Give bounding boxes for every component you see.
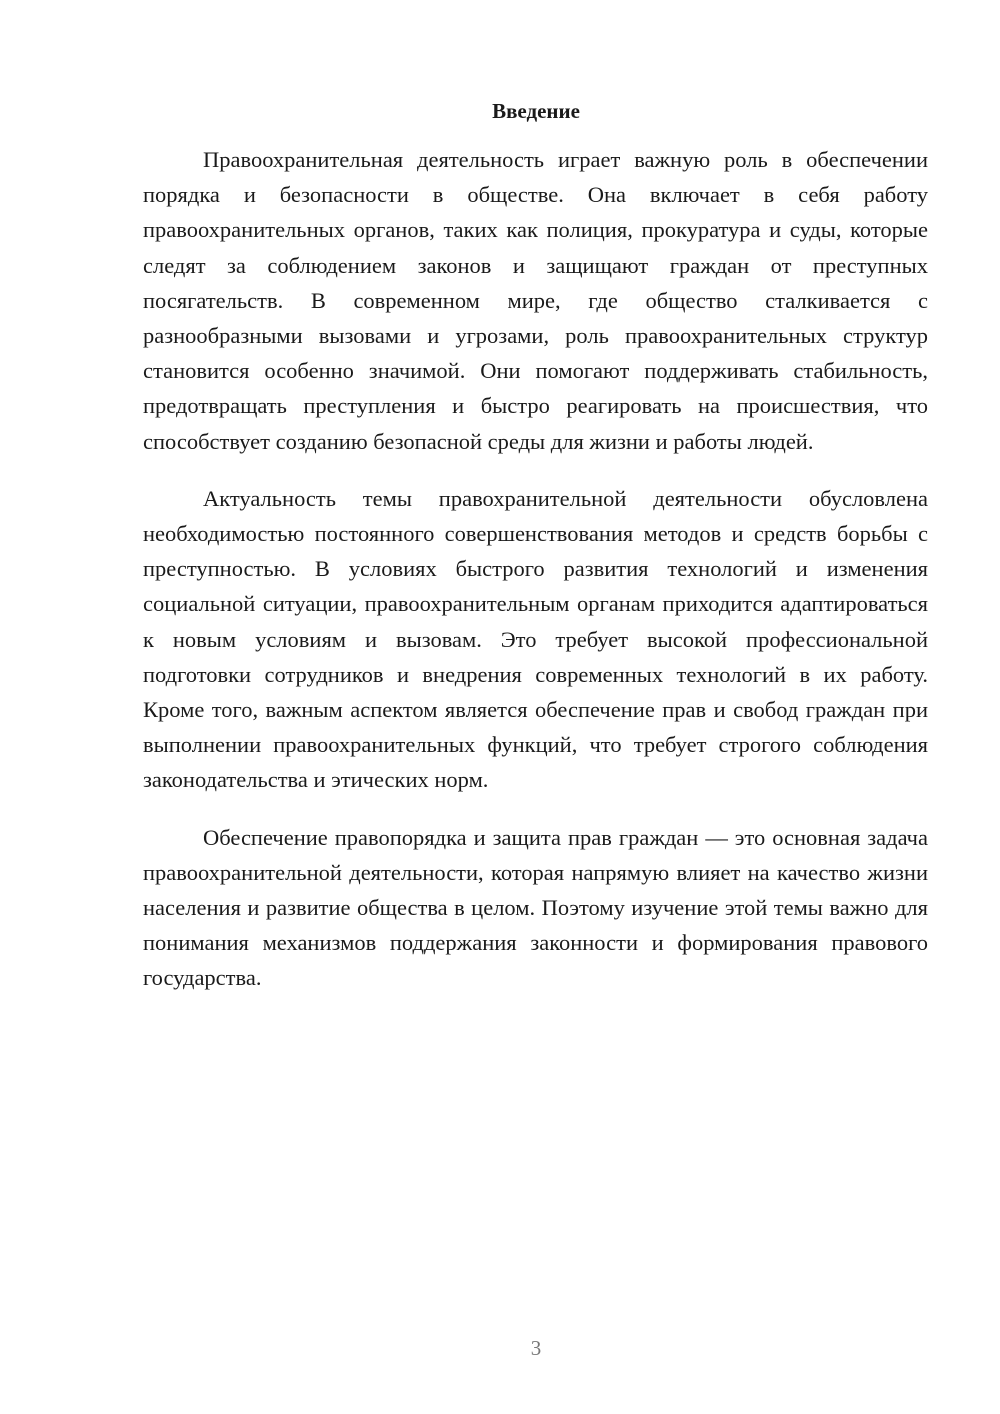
paragraph-3: Обеспечение правопорядка и защита прав граждан — это основная задача правоохранительной деятельности, которая напрямую влияет на качество жизни населения и развитие общества в целом. Поэтому изучение этой темы важно для понимания механизмов поддержания законности и формирования правового государства. bbox=[143, 824, 928, 991]
paragraph-1: Правоохранительная деятельность играет важную роль в обеспечении порядка и безопасности в обществе. Она включает в себя работу правоохранительных органов, таких как полиция, прокуратура и суды, которые следят за соблюдением законов и защищают граждан от преступных посягательств. В современном мире, где общество сталкивается с разнообразными вызовами и угрозами, роль правоохранительных структур становится особенно значимой. Они помогают поддерживать стабильность, предотвращать преступления и быстро реагировать на происшествия, что способствует созданию безопасной среды для жизни и работы людей. bbox=[143, 147, 928, 454]
page-number: 3 bbox=[530, 1336, 542, 1360]
section-heading: Введение bbox=[492, 99, 580, 123]
body-text bbox=[143, 142, 928, 1018]
paragraph-2: Актуальность темы правохранительной деятельности обусловлена необходимостью постоянного совершенствования методов и средств борьбы с преступностью. В условиях быстрого развития технологий и изменения социальной ситуации, правоохранительным органам приходится адаптироваться к новым условиям и вызовам. Это требует высокой профессиональной подготовки сотрудников и внедрения современных технологий в их работу. Кроме того, важным аспектом является обеспечение прав и свобод граждан при выполнении правоохранительных функций, что требует строгого соблюдения законодательства и этических норм. bbox=[143, 485, 928, 793]
